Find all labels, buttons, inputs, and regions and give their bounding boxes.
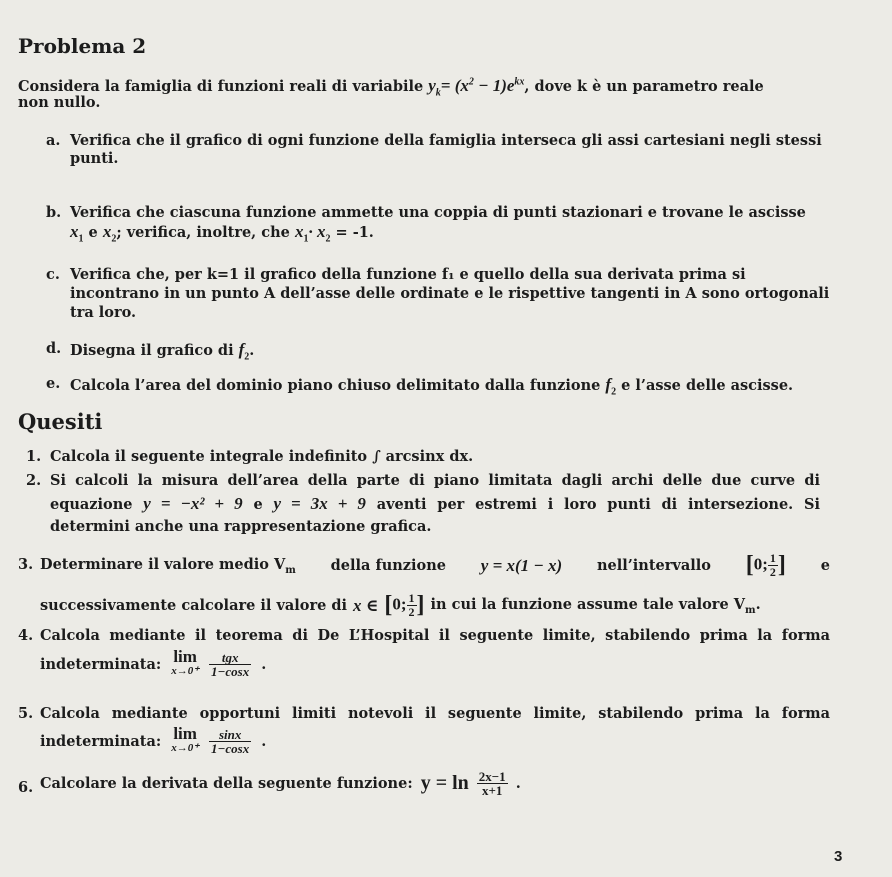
interval-0-half: [0; $\frac{1}{2}$ ] xyxy=(745,551,786,579)
q2-line3: determini anche una rappresentazione grafica. xyxy=(50,518,432,535)
q5-label: 5. xyxy=(18,705,34,722)
q4-fraction: $\frac{\text{tgx}}{1-\cos x}$ xyxy=(211,649,250,679)
q2-line2: equazione y = −x² + 9 e y = 3x + 9 aventi per estremi i loro punti di intersezione. Si xyxy=(50,494,820,513)
q3-label: 3. xyxy=(18,556,34,573)
q5-line2: indeterminata: lim x→0⁺ $\frac{\sin x}{1-\cos x}$ . xyxy=(40,724,267,756)
item-c-line1: Verifica che, per k=1 il grafico della funzione f₁ e quello della sua derivata prima si xyxy=(70,266,746,283)
problem-title: Problema 2 xyxy=(18,34,147,58)
q6-fraction: $\frac{2x-1}{x+1}$ xyxy=(478,769,506,798)
q4-line2: indeterminata: lim x→0⁺ $\frac{\text{tgx}}{1-\cos x}$ . xyxy=(40,647,267,679)
q4-line1: Calcola mediante il teorema di De L’Hospital il seguente limite, stabilendo prima la forma xyxy=(40,627,830,644)
quesiti-title: Quesiti xyxy=(18,409,103,434)
item-c-line2: incontrano in un punto A dell’asse delle ordinate e le rispettive tangenti in A sono ortogonali xyxy=(70,285,830,302)
item-c-line3: tra loro. xyxy=(70,304,137,321)
q4-label: 4. xyxy=(18,627,34,644)
q1-text: Calcola il seguente integrale indefinito ∫ arcsinx dx. xyxy=(50,448,474,465)
q4-limit: lim x→0⁺ xyxy=(171,647,200,677)
q2-label: 2. xyxy=(26,472,42,489)
item-a-line2: punti. xyxy=(70,150,119,167)
interval-0-half-2: [0; $\frac{1}{2}$ ] xyxy=(384,591,425,619)
item-b-line2: $x_1$ e $x_2$; verifica, inoltre, che $x_1\cdot x_2 = -1$. xyxy=(70,222,374,245)
q5-line1: Calcola mediante opportuni limiti notevoli il seguente limite, stabilendo prima la forma xyxy=(40,705,830,722)
q2-line1: Si calcoli la misura dell’area della parte di piano limitata dagli archi delle due curve di xyxy=(50,472,820,489)
item-e-line1: Calcola l’area del dominio piano chiuso delimitato dalla funzione $f_2$ e l’asse delle ascisse. xyxy=(70,375,794,398)
q6-line: Calcolare la derivata della seguente funzione: y = ln $\frac{2x-1}{x+1}$ . xyxy=(40,769,521,798)
q1-label: 1. xyxy=(26,448,42,465)
item-b-line1: Verifica che ciascuna funzione ammette una coppia di punti stazionari e trovane le ascisse xyxy=(70,204,806,221)
q3-line1: Determinare il valore medio $V_m$ della funzione y = x(1 − x) nell’intervallo [0; $\frac{1}{2}$ ] e xyxy=(40,551,830,579)
item-a-label: a. xyxy=(46,132,61,149)
page-number: 3 xyxy=(834,848,843,865)
item-d-label: d. xyxy=(46,340,62,357)
item-c-label: c. xyxy=(46,266,60,283)
q6-label: 6. xyxy=(18,779,34,796)
q3-line2: successivamente calcolare il valore di x ∈ [0; $\frac{1}{2}$ ] in cui la funzione assume tale valore $V_m$. xyxy=(40,591,761,619)
q5-limit: lim x→0⁺ xyxy=(171,724,200,754)
item-b-label: b. xyxy=(46,204,62,221)
problem-intro-line2: non nullo. xyxy=(18,94,101,111)
problem-intro-line1: Considera la famiglia di funzioni reali di variabile $y_k= (x^2 - 1)e^{kx}$, dove k è un parametro reale xyxy=(18,76,764,99)
item-e-label: e. xyxy=(46,375,61,392)
item-d-line1: Disegna il grafico di $f_2$. xyxy=(70,340,255,363)
family-formula: $y_k= (x^2 - 1)e^{kx}$ xyxy=(428,76,525,99)
item-a-line1: Verifica che il grafico di ogni funzione della famiglia interseca gli assi cartesiani negli stessi xyxy=(70,132,822,149)
q5-fraction: $\frac{\sin x}{1-\cos x}$ xyxy=(211,726,250,756)
